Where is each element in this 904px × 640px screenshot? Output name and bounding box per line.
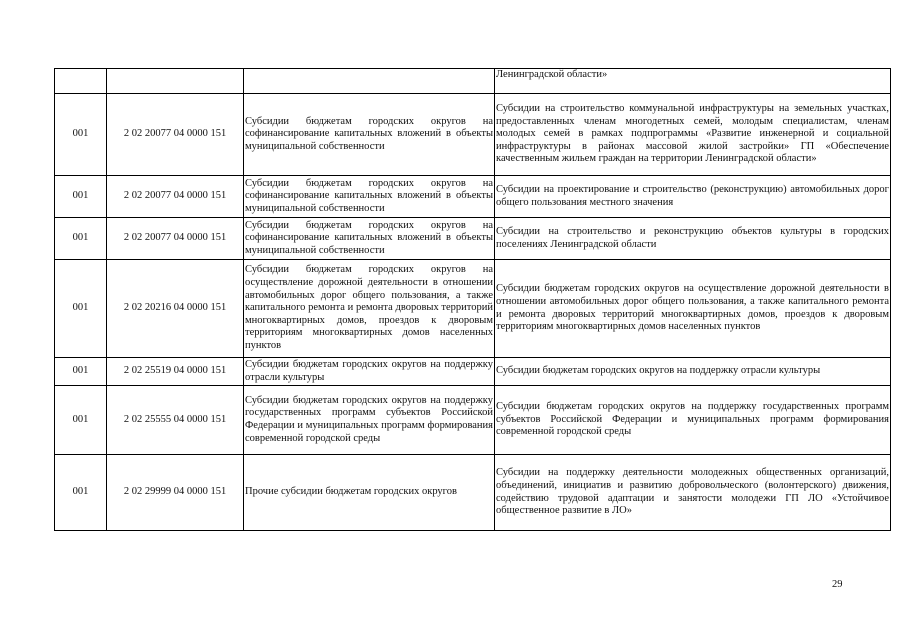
budget-code-cell: 2 02 20077 04 0000 151 bbox=[107, 94, 244, 176]
admin-code-cell: 001 bbox=[55, 94, 107, 176]
budget-code-cell: 2 02 25519 04 0000 151 bbox=[107, 358, 244, 386]
revenue-description-cell: Субсидии бюджетам городских округов на софинансирование капитальных вложений в объекты муниципальной собственности bbox=[244, 94, 495, 176]
table-row bbox=[55, 94, 891, 176]
admin-code-cell: 001 bbox=[55, 260, 107, 358]
revenue-description-cell: Субсидии бюджетам городских округов на софинансирование капитальных вложений в объекты муниципальной собственности bbox=[244, 218, 495, 260]
revenue-description-cell: Прочие субсидии бюджетам городских округов bbox=[244, 455, 495, 531]
revenue-description-cell: Субсидии бюджетам городских округов на поддержку отрасли культуры bbox=[244, 358, 495, 386]
table-row bbox=[55, 386, 891, 455]
budget-code-cell bbox=[107, 69, 244, 94]
subsidy-purpose-cell: Ленинградской области» bbox=[495, 69, 891, 94]
subsidy-purpose-cell: Субсидии на строительство и реконструкцию объектов культуры в городских поселениях Ленинградской области bbox=[495, 218, 891, 260]
subsidy-purpose-cell: Субсидии на поддержку деятельности молодежных общественных организаций, объединений, инициатив и развитию добровольческого (волонтерского) движения, содействию трудовой адаптации и занятости молодежи ГП ЛО «Устойчивое общественное развитие в ЛО» bbox=[495, 455, 891, 531]
subsidy-purpose-cell: Субсидии бюджетам городских округов на поддержку отрасли культуры bbox=[495, 358, 891, 386]
admin-code-cell: 001 bbox=[55, 386, 107, 455]
admin-code-cell bbox=[55, 69, 107, 94]
admin-code-cell: 001 bbox=[55, 218, 107, 260]
revenue-description-cell: Субсидии бюджетам городских округов на осуществление дорожной деятельности в отношении автомобильных дорог общего пользования, а также капитального ремонта и ремонта дворовых территорий многоквартирных домов, проездов к дворовым территориям многоквартирных домов населенных пунктов bbox=[244, 260, 495, 358]
admin-code-cell: 001 bbox=[55, 176, 107, 218]
revenue-description-cell bbox=[244, 69, 495, 94]
revenue-description-cell: Субсидии бюджетам городских округов на поддержку государственных программ субъектов Российской Федерации и муниципальных программ формирования современной городской среды bbox=[244, 386, 495, 455]
table-row bbox=[55, 176, 891, 218]
subsidy-purpose-cell: Субсидии бюджетам городских округов на поддержку государственных программ субъектов Российской Федерации и муниципальных программ формирования современной городской среды bbox=[495, 386, 891, 455]
budget-code-cell: 2 02 20077 04 0000 151 bbox=[107, 218, 244, 260]
table-row bbox=[55, 218, 891, 260]
budget-code-cell: 2 02 29999 04 0000 151 bbox=[107, 455, 244, 531]
subsidy-purpose-cell: Субсидии на проектирование и строительство (реконструкцию) автомобильных дорог общего пользования местного значения bbox=[495, 176, 891, 218]
budget-code-cell: 2 02 20077 04 0000 151 bbox=[107, 176, 244, 218]
admin-code-cell: 001 bbox=[55, 358, 107, 386]
table-row bbox=[55, 455, 891, 531]
table-row bbox=[55, 260, 891, 358]
revenue-description-cell: Субсидии бюджетам городских округов на софинансирование капитальных вложений в объекты муниципальной собственности bbox=[244, 176, 495, 218]
subsidy-purpose-cell: Субсидии бюджетам городских округов на осуществление дорожной деятельности в отношении автомобильных дорог общего пользования, а также капитального ремонта и ремонта дворовых территорий многоквартирных домов, проездов к дворовым территориям многоквартирных домов населенных пунктов bbox=[495, 260, 891, 358]
subsidy-table bbox=[54, 68, 891, 531]
admin-code-cell: 001 bbox=[55, 455, 107, 531]
budget-code-cell: 2 02 20216 04 0000 151 bbox=[107, 260, 244, 358]
subsidy-purpose-cell: Субсидии на строительство коммунальной инфраструктуры на земельных участках, предоставленных членам многодетных семей, молодым специалистам, членам молодых семей в рамках подпрограммы «Развитие инженерной и социальной инфраструктуры в районах массовой жилой застройки» ГП «Обеспечение качественным жильем граждан на территории Ленинградской области» bbox=[495, 94, 891, 176]
page-number: 29 bbox=[832, 579, 843, 590]
table-row bbox=[55, 358, 891, 386]
table-row bbox=[55, 69, 891, 94]
budget-code-cell: 2 02 25555 04 0000 151 bbox=[107, 386, 244, 455]
